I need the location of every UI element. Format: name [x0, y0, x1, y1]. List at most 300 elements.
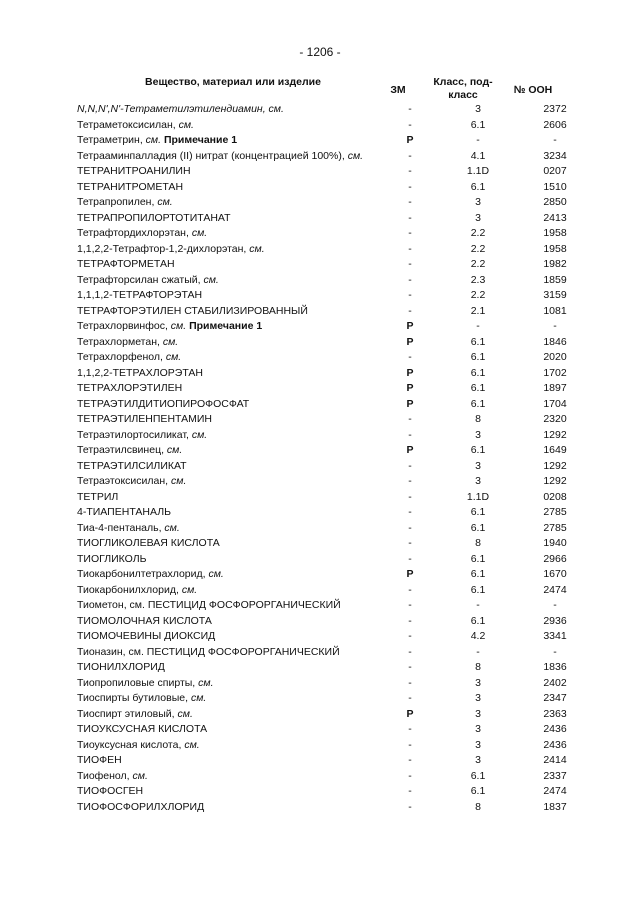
note-reference: Примечание 1	[163, 134, 238, 146]
substance-name: Тетрааминпалладия (II) нитрат (концентрацией 100%),	[77, 149, 345, 162]
un-number-cell: 1510	[543, 180, 567, 193]
see-reference: см.	[198, 676, 214, 689]
zm-cell: -	[408, 118, 412, 131]
zm-cell: -	[408, 521, 412, 534]
un-number-cell: -	[553, 320, 557, 332]
un-number-cell: 1982	[543, 258, 567, 270]
un-number-cell: 1704	[543, 397, 567, 410]
class-cell: 2.2	[470, 289, 486, 301]
class-cell: 3	[475, 692, 481, 704]
zm-cell: -	[408, 289, 412, 301]
table-row	[77, 707, 587, 723]
substance-name: Тетрафторсилан сжатый,	[77, 273, 201, 286]
zm-cell: -	[408, 738, 412, 751]
substance-name: Тиоспирт этиловый,	[77, 707, 175, 720]
substance-name-cell	[77, 164, 387, 180]
zm-cell: Р	[406, 134, 414, 146]
table-row	[77, 257, 587, 273]
class-cell: 6.1	[470, 397, 486, 410]
un-number-cell: 2966	[543, 552, 567, 565]
table-row	[77, 102, 587, 118]
header-class-line1: Класс, под-	[433, 76, 493, 88]
un-number-cell: 1958	[543, 242, 567, 255]
class-cell: 2.2	[470, 227, 486, 239]
class-cell: 6.1	[470, 335, 486, 348]
un-number-cell: 0208	[543, 490, 567, 503]
table-row	[77, 583, 587, 599]
table-row	[77, 552, 587, 568]
substance-name-cell	[77, 443, 387, 459]
table-row	[77, 567, 587, 583]
zm-cell: -	[408, 428, 412, 441]
substance-name: 4-ТИАПЕНТАНАЛЬ	[77, 506, 171, 518]
see-reference: см.	[177, 707, 193, 720]
table-row	[77, 722, 587, 738]
table-row	[77, 304, 587, 320]
zm-cell: Р	[406, 366, 414, 379]
zm-cell: -	[408, 692, 412, 704]
class-cell: 6.1	[470, 351, 486, 363]
see-reference: см.	[162, 335, 179, 348]
substance-name-cell	[77, 800, 387, 816]
substance-name: ТЕТРИЛ	[77, 490, 119, 503]
un-number-cell: 0207	[543, 165, 567, 177]
substance-name: ТЕТРАФТОРМЕТАН	[77, 258, 175, 270]
un-number-cell: 3341	[543, 630, 567, 642]
substance-name-cell	[77, 133, 387, 149]
zm-cell: -	[408, 459, 412, 472]
substance-name-cell	[77, 226, 387, 242]
class-cell: 6.1	[470, 568, 486, 580]
un-number-cell: 2414	[543, 754, 567, 766]
table-row	[77, 738, 587, 754]
substance-name: Тетраметрин,	[77, 134, 143, 146]
substance-name: Тионазин, см. ПЕСТИЦИД ФОСФОРОРГАНИЧЕСКИЙ	[77, 645, 340, 658]
zm-cell: -	[408, 769, 412, 782]
table-row	[77, 319, 587, 335]
page-number: - 1206 -	[299, 45, 341, 59]
un-number-cell: 1846	[543, 335, 567, 348]
zm-cell: -	[408, 676, 412, 689]
table-row	[77, 226, 587, 242]
see-reference: см.	[347, 149, 364, 162]
un-number-cell: -	[553, 599, 557, 611]
substance-name-cell	[77, 769, 387, 785]
zm-cell: -	[408, 304, 412, 317]
class-cell: 6.1	[470, 614, 486, 627]
header-class	[425, 76, 501, 102]
class-cell: 3	[475, 428, 481, 441]
substance-name-cell	[77, 521, 387, 537]
class-cell: 3	[475, 738, 481, 751]
class-cell: -	[476, 320, 480, 332]
substance-name-cell	[77, 257, 387, 273]
table-row	[77, 676, 587, 692]
table-row	[77, 459, 587, 475]
zm-cell: -	[408, 645, 412, 658]
see-reference: см.	[203, 273, 219, 286]
substance-name-cell	[77, 722, 387, 738]
class-cell: 3	[475, 196, 481, 208]
zm-cell: -	[408, 552, 412, 565]
see-reference: см.	[171, 475, 187, 487]
un-number-cell: 2402	[543, 676, 567, 689]
substance-name-cell	[77, 381, 387, 397]
class-cell: 6.1	[470, 785, 486, 797]
un-number-cell: 3234	[543, 149, 567, 162]
table-row	[77, 536, 587, 552]
substance-name: ТИОФОСГЕН	[77, 785, 144, 797]
zm-cell: -	[408, 103, 412, 115]
un-number-cell: 1837	[543, 800, 567, 813]
class-cell: 3	[475, 676, 481, 689]
table-row	[77, 614, 587, 630]
substance-name-cell	[77, 118, 387, 134]
table-row	[77, 397, 587, 413]
substance-name: Тетрапропилен,	[77, 196, 155, 208]
zm-cell: -	[408, 599, 412, 611]
zm-cell: -	[408, 490, 412, 503]
substance-name-cell	[77, 629, 387, 645]
substance-name: Тиопропиловые спирты,	[77, 676, 196, 689]
substance-name: ТЕТРАЭТИЛДИТИОПИРОФОСФАТ	[77, 397, 250, 410]
class-cell: -	[476, 599, 480, 611]
un-number-cell: 2363	[543, 707, 567, 720]
class-cell: 6.1	[470, 180, 486, 193]
see-reference: см.	[181, 583, 198, 596]
class-cell: 2.2	[470, 258, 486, 270]
table-row	[77, 118, 587, 134]
class-cell: 6.1	[470, 521, 486, 534]
class-cell: 4.2	[470, 630, 486, 642]
substance-name-cell	[77, 598, 387, 614]
substance-name: ТИОМОЛОЧНАЯ КИСЛОТА	[77, 614, 212, 627]
substance-name-cell	[77, 645, 387, 661]
see-reference: см.	[249, 242, 265, 255]
substance-name: Тетрахлорфенол,	[77, 351, 163, 363]
un-number-cell: 1292	[543, 428, 567, 441]
table-row	[77, 180, 587, 196]
un-number-cell: 1292	[543, 475, 567, 487]
substance-name-cell	[77, 242, 387, 258]
zm-cell: -	[408, 258, 412, 270]
substance-name: 1,1,2,2-Тетрафтор-1,2-дихлорэтан,	[77, 242, 247, 255]
substance-name-cell	[77, 288, 387, 304]
table-row	[77, 164, 587, 180]
see-reference: см.	[268, 103, 284, 115]
class-cell: 3	[475, 475, 481, 487]
un-number-cell: 1897	[543, 382, 567, 394]
substance-name-cell	[77, 490, 387, 506]
substance-name: Тетраэтоксисилан,	[77, 475, 169, 487]
class-cell: 6.1	[470, 506, 486, 518]
substance-name: ТИОФЕН	[77, 754, 122, 766]
substance-name: ТЕТРАЭТИЛСИЛИКАТ	[77, 459, 187, 472]
substance-name-cell	[77, 614, 387, 630]
substance-name-cell	[77, 428, 387, 444]
substance-name: Тетрахлорметан,	[77, 335, 160, 348]
zm-cell: Р	[406, 568, 414, 580]
class-cell: 3	[475, 723, 481, 735]
class-cell: 6.1	[470, 583, 486, 596]
zm-cell: -	[408, 196, 412, 208]
table-row	[77, 769, 587, 785]
zm-cell: Р	[406, 335, 414, 348]
zm-cell: -	[408, 242, 412, 255]
zm-cell: -	[408, 800, 412, 813]
class-cell: 3	[475, 103, 481, 115]
zm-cell: Р	[406, 397, 414, 410]
zm-cell: Р	[406, 707, 414, 720]
table-row	[77, 335, 587, 351]
class-cell: 6.1	[470, 118, 486, 131]
un-number-cell: 1702	[543, 366, 567, 379]
zm-cell: -	[408, 614, 412, 627]
substance-name: ТЕТРАХЛОРЭТИЛЕН	[77, 382, 183, 394]
substance-name-cell	[77, 676, 387, 692]
class-cell: 3	[475, 211, 481, 224]
table-row	[77, 273, 587, 289]
substance-name: ТИОФОСФОРИЛХЛОРИД	[77, 800, 205, 813]
substance-name: Тетраметоксисилан,	[77, 118, 176, 131]
substance-name-cell	[77, 335, 387, 351]
un-number-cell: 2936	[543, 614, 567, 627]
table-row	[77, 350, 587, 366]
un-number-cell: 2785	[543, 521, 567, 534]
table-row	[77, 753, 587, 769]
class-cell: 8	[475, 661, 481, 673]
substance-name-cell	[77, 505, 387, 521]
un-number-cell: 1649	[543, 444, 567, 456]
substance-name: Тиокарбонилтетрахлорид,	[77, 568, 206, 580]
un-number-cell: 1670	[543, 568, 567, 580]
substance-name: ТИОМОЧЕВИНЫ ДИОКСИД	[77, 630, 216, 642]
substance-name: ТИОГЛИКОЛЕВАЯ КИСЛОТА	[77, 537, 220, 549]
table-row	[77, 381, 587, 397]
zm-cell: -	[408, 165, 412, 177]
table-row	[77, 505, 587, 521]
table-row	[77, 660, 587, 676]
substance-name: Тетрафтордихлорэтан,	[77, 227, 189, 239]
substance-name: Тетраэтилсвинец,	[77, 444, 164, 456]
zm-cell: -	[408, 723, 412, 735]
class-cell: 8	[475, 413, 481, 425]
substance-name: N,N,N',N'-Тетраметилэтилендиамин,	[77, 103, 266, 115]
header-class-line2: класс	[448, 89, 478, 101]
un-number-cell: -	[553, 134, 557, 146]
zm-cell: -	[408, 506, 412, 518]
table-row	[77, 288, 587, 304]
substance-name-cell	[77, 397, 387, 413]
see-reference: см.	[190, 692, 207, 704]
class-cell: 6.1	[470, 444, 486, 456]
substance-name: ТИОУКСУСНАЯ КИСЛОТА	[77, 723, 208, 735]
table-row	[77, 149, 587, 165]
note-reference: Примечание 1	[189, 320, 263, 332]
table-row	[77, 784, 587, 800]
zm-cell: -	[408, 273, 412, 286]
substance-name-cell	[77, 180, 387, 196]
class-cell: 6.1	[470, 552, 486, 565]
class-cell: 4.1	[470, 149, 486, 162]
class-cell: 2.1	[470, 304, 486, 317]
substance-name: Тиоспирты бутиловые,	[77, 692, 189, 704]
zm-cell: Р	[406, 444, 414, 456]
un-number-cell: 3159	[543, 289, 567, 301]
un-number-cell: 2436	[543, 738, 567, 751]
substance-name-cell	[77, 660, 387, 676]
see-reference: см.	[191, 227, 208, 239]
zm-cell: -	[408, 149, 412, 162]
class-cell: 6.1	[470, 769, 486, 782]
class-cell: 8	[475, 800, 481, 813]
see-reference: см.	[166, 444, 183, 456]
substance-name-cell	[77, 412, 387, 428]
substance-name: ТЕТРАНИТРОМЕТАН	[77, 180, 184, 193]
un-number-cell: 2372	[543, 103, 567, 115]
zm-cell: -	[408, 180, 412, 193]
substance-name-cell	[77, 211, 387, 227]
see-reference: см.	[132, 769, 148, 782]
substance-name-cell	[77, 102, 387, 118]
substance-name: Тиометон, см. ПЕСТИЦИД ФОСФОРОРГАНИЧЕСКИЙ	[77, 599, 341, 611]
substance-name: Тиофенол,	[77, 769, 130, 782]
un-number-cell: -	[553, 645, 557, 658]
substance-name: ТЕТРАФТОРЭТИЛЕН СТАБИЛИЗИРОВАННЫЙ	[77, 304, 308, 317]
zm-cell: -	[408, 754, 412, 766]
table-row	[77, 598, 587, 614]
substance-table-body	[77, 102, 587, 815]
substance-name: Тетрахлорвинфос,	[77, 320, 168, 332]
zm-cell: -	[408, 785, 412, 797]
table-row	[77, 629, 587, 645]
table-row	[77, 800, 587, 816]
see-reference: см.	[178, 118, 194, 131]
substance-name: 1,1,1,2-ТЕТРАФТОРЭТАН	[77, 289, 203, 301]
substance-name-cell	[77, 366, 387, 382]
zm-cell: -	[408, 351, 412, 363]
table-row	[77, 133, 587, 149]
substance-name-cell	[77, 536, 387, 552]
un-number-cell: 2850	[543, 196, 567, 208]
class-cell: 6.1	[470, 366, 486, 379]
un-number-cell: 1859	[543, 273, 567, 286]
zm-cell: Р	[406, 382, 414, 394]
table-row	[77, 474, 587, 490]
zm-cell: -	[408, 661, 412, 673]
zm-cell: -	[408, 475, 412, 487]
substance-name-cell	[77, 552, 387, 568]
un-number-cell: 2785	[543, 506, 567, 518]
substance-name-cell	[77, 474, 387, 490]
class-cell: 1.1D	[466, 165, 490, 177]
un-number-cell: 1836	[543, 661, 567, 673]
class-cell: 3	[475, 707, 481, 720]
table-row	[77, 521, 587, 537]
un-number-cell: 2436	[543, 723, 567, 735]
substance-name-cell	[77, 149, 387, 165]
un-number-cell: 2474	[543, 583, 567, 596]
substance-name: 1,1,2,2-ТЕТРАХЛОРЭТАН	[77, 366, 204, 379]
table-row	[77, 645, 587, 661]
substance-name-cell	[77, 350, 387, 366]
substance-name: ТЕТРАПРОПИЛОРТОТИТАНАТ	[77, 211, 231, 224]
zm-cell: -	[408, 583, 412, 596]
substance-name-cell	[77, 691, 387, 707]
see-reference: см.	[208, 568, 224, 580]
class-cell: 6.1	[470, 382, 486, 394]
substance-name: ТЕТРАЭТИЛЕНПЕНТАМИН	[77, 413, 212, 425]
un-number-cell: 2337	[543, 769, 567, 782]
table-row	[77, 412, 587, 428]
table-row	[77, 366, 587, 382]
substance-name-cell	[77, 273, 387, 289]
class-cell: 2.3	[470, 273, 486, 286]
un-number-cell: 2474	[543, 785, 567, 797]
un-number-cell: 2020	[543, 351, 567, 363]
see-reference: см.	[145, 134, 162, 146]
un-number-cell: 1081	[543, 304, 567, 317]
substance-name-cell	[77, 459, 387, 475]
see-reference: см.	[191, 428, 208, 441]
see-reference: см.	[157, 196, 173, 208]
header-un-number: № ООН	[513, 84, 553, 96]
class-cell: -	[476, 134, 480, 146]
see-reference: см.	[165, 351, 182, 363]
zm-cell: Р	[406, 320, 414, 332]
table-row	[77, 195, 587, 211]
substance-name: Тиоуксусная кислота,	[77, 738, 182, 751]
un-number-cell: 2413	[543, 211, 567, 224]
zm-cell: -	[408, 227, 412, 239]
substance-name: Тетраэтилортосиликат,	[77, 428, 189, 441]
table-row	[77, 428, 587, 444]
table-row	[77, 443, 587, 459]
zm-cell: -	[408, 413, 412, 425]
zm-cell: -	[408, 211, 412, 224]
substance-name-cell	[77, 195, 387, 211]
header-zm: ЗМ	[390, 84, 406, 96]
zm-cell: -	[408, 630, 412, 642]
substance-name-cell	[77, 319, 387, 335]
table-row	[77, 242, 587, 258]
substance-name-cell	[77, 583, 387, 599]
substance-name-cell	[77, 567, 387, 583]
substance-name-cell	[77, 784, 387, 800]
class-cell: 3	[475, 459, 481, 472]
class-cell: -	[476, 645, 480, 658]
class-cell: 8	[475, 537, 481, 549]
class-cell: 2.2	[470, 242, 486, 255]
class-cell: 1.1D	[466, 490, 490, 503]
un-number-cell: 2606	[543, 118, 567, 131]
table-row	[77, 211, 587, 227]
un-number-cell: 1958	[543, 227, 567, 239]
see-reference: см.	[164, 521, 180, 534]
table-row	[77, 490, 587, 506]
table-row	[77, 691, 587, 707]
un-number-cell: 1292	[543, 459, 567, 472]
substance-name-cell	[77, 753, 387, 769]
substance-name-cell	[77, 738, 387, 754]
un-number-cell: 2320	[543, 413, 567, 425]
substance-name: Тиа-4-пентаналь,	[77, 521, 162, 534]
class-cell: 3	[475, 754, 481, 766]
see-reference: см.	[170, 320, 187, 332]
substance-name: ТИОНИЛХЛОРИД	[77, 661, 165, 673]
header-substance: Вещество, материал или изделие	[145, 76, 321, 88]
see-reference: см.	[184, 738, 200, 751]
